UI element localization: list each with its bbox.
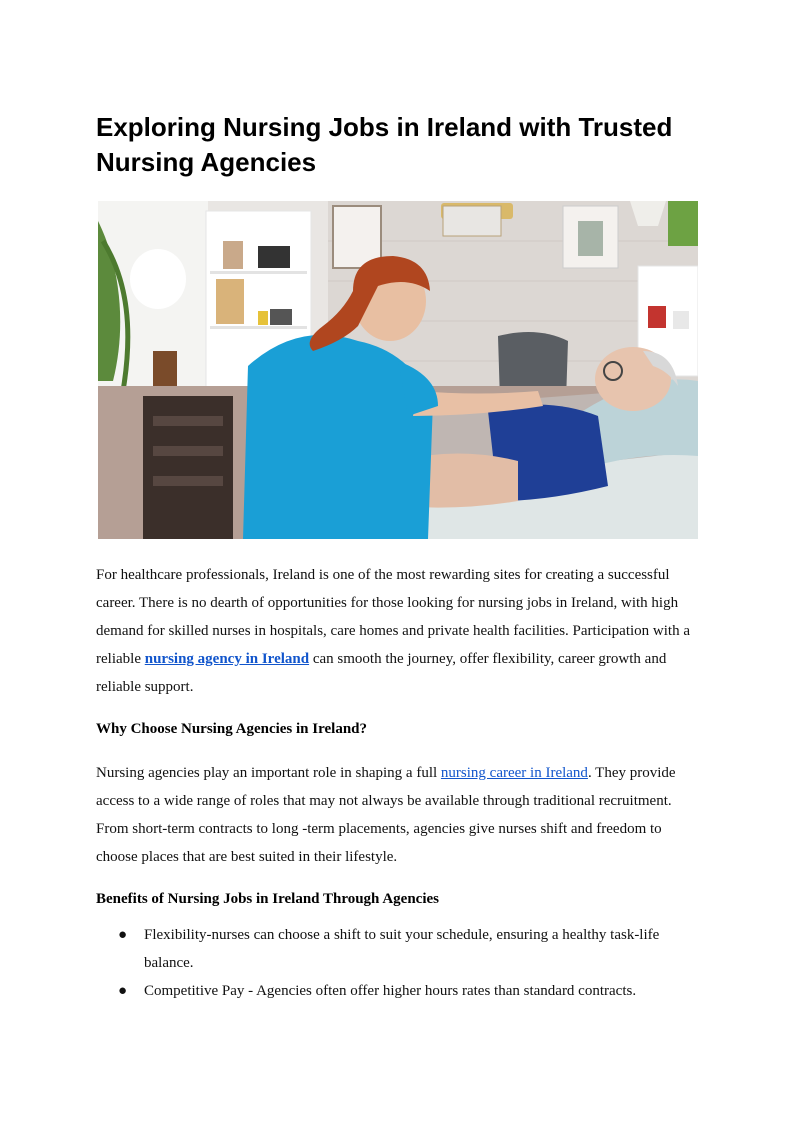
bullet-icon: ● [118,983,128,999]
section-heading-benefits: Benefits of Nursing Jobs in Ireland Through Agencies [96,891,439,907]
page-title: Exploring Nursing Jobs in Ireland with Trusted Nursing Agencies [96,112,673,177]
hero-image-nurse-with-patient [98,201,698,539]
section1-text-start: Nursing agencies play an important role in shaping a full [96,765,441,781]
intro-text-end: can smooth the journey, offer flexibility, career growth and reliable support. [96,651,667,695]
benefits-list [96,921,701,1005]
nurse-patient-illustration [98,201,698,539]
nursing-career-link[interactable]: nursing career in Ireland [440,765,588,781]
intro-paragraph [96,561,701,701]
nursing-agency-link[interactable]: nursing agency in Ireland [144,651,310,667]
list-item-text: Flexibility-nurses can choose a shift to suit your schedule, ensuring a healthy task-life balance. [144,927,660,971]
list-item [96,921,701,977]
section-heading-why-choose: Why Choose Nursing Agencies in Ireland? [96,721,368,737]
list-item-text: Competitive Pay - Agencies often offer higher hours rates than standard contracts. [144,983,637,999]
intro-text-start: For healthcare professionals, Ireland is one of the most rewarding sites for creating a successful career. There is no dearth of opportunities for those looking for nursing jobs in Ireland, with high demand for skilled nurses in hospitals, care homes and private health facilities. Participation with a reliable [96,567,691,667]
section1-paragraph [96,759,701,871]
section1-text-end: . They provide access to a wide range of roles that may not always be available through traditional recruitment. From short-term contracts to long -term placements, agencies give nurses shift and freedom to choose places that are best suited in their lifestyle. [96,765,676,865]
list-item [96,977,701,1005]
bullet-icon: ● [118,927,128,943]
